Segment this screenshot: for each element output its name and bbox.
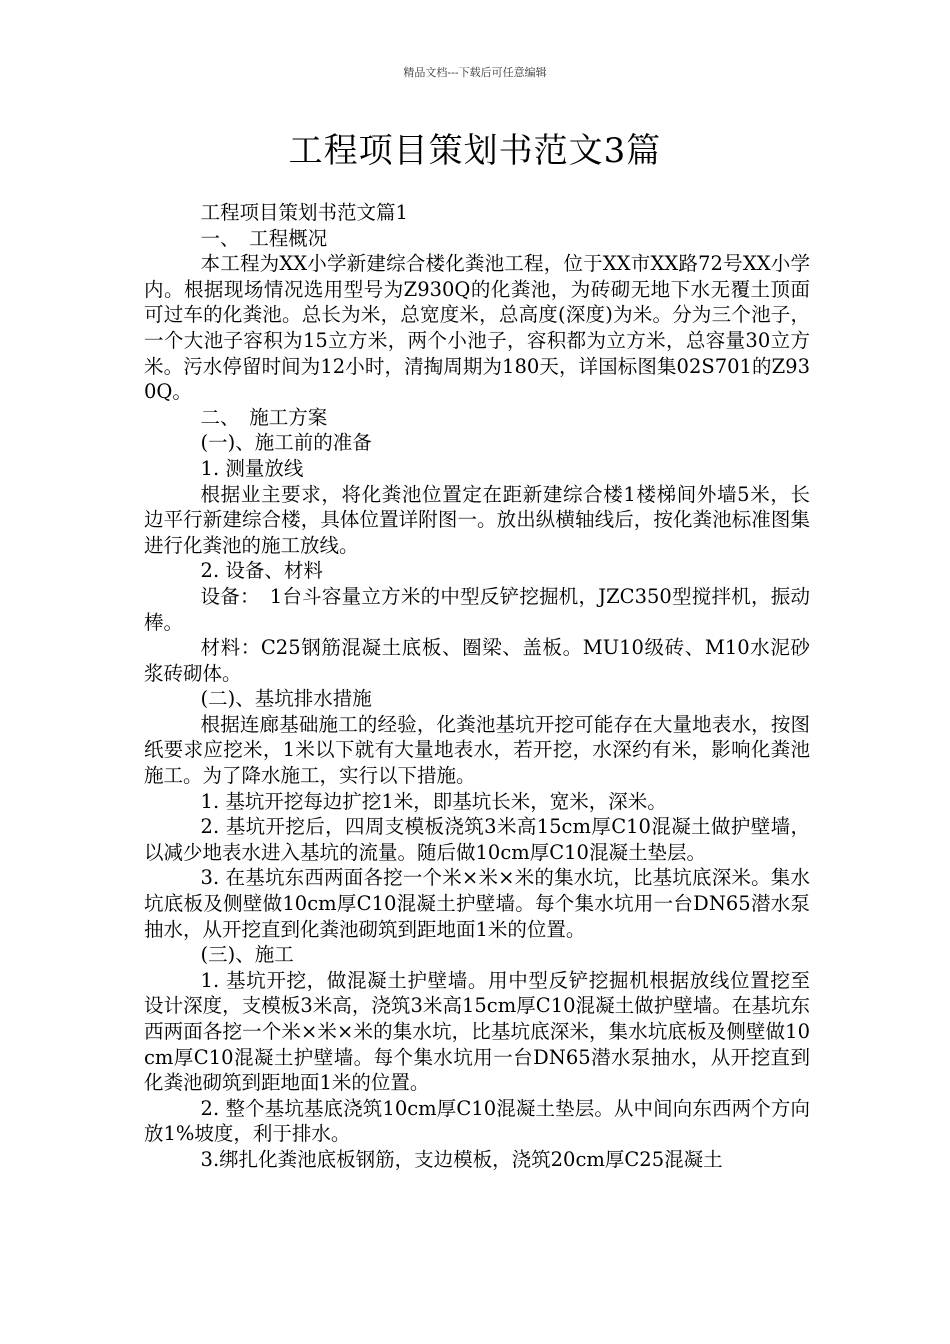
document-body [144,200,810,1173]
section-heading-1: 工程项目策划书范文篇1 [200,201,408,224]
heading-construction: (三)、施工 [200,943,294,967]
paragraph-drainage-2: 2. 基坑开挖后，四周支模板浇筑3米高15cm厚C10混凝土做护壁墙，以减少地表水进入基坑的流量。随后做10cm厚C10混凝土垫层。 [144,815,810,864]
paragraph-construction-1: 1. 基坑开挖，做混凝土护壁墙。用中型反铲挖掘机根据放线位置挖至设计深度，支模板3米高，浇筑3米高15cm厚C10混凝土做护壁墙。在基坑东西两面各挖一个米×米×米的集水坑，比基坑底深米，集水坑底板及侧壁做10cm厚C10混凝土护壁墙。每个集水坑用一台DN65潜水泵抽水，从开挖直到化粪池砌筑到距地面1米的位置。 [144,968,810,1095]
paragraph-construction-3: 3.绑扎化粪池底板钢筋，支边模板，浇筑20cm厚C25混凝土 [200,1147,723,1171]
paragraph-drainage: 根据连廊基础施工的经验，化粪池基坑开挖可能存在大量地表水，按图纸要求应挖米，1米以下就有大量地表水，若开挖，水深约有米，影响化粪池施工。为了降水施工，实行以下措施。 [144,712,810,788]
page-header: 精品文档---下载后可任意编辑 [403,66,547,79]
heading-survey: 1. 测量放线 [200,456,304,480]
paragraph-drainage-1: 1. 基坑开挖每边扩挖1米，即基坑长米，宽米，深米。 [200,789,667,813]
paragraph-equipment: 设备： 1台斗容量立方米的中型反铲挖掘机，JZC350型搅拌机，振动棒。 [144,584,810,634]
paragraph-survey: 根据业主要求，将化粪池位置定在距新建综合楼1楼梯间外墙5米，长边平行新建综合楼，具体位置详附图一。放出纵横轴线后，按化粪池标准图集进行化粪池的施工放线。 [144,482,810,557]
heading-equipment: 2. 设备、材料 [200,559,323,583]
paragraph-materials: 材料：C25钢筋混凝土底板、圈梁、盖板。MU10级砖、M10水泥砂浆砖砌体。 [144,636,810,685]
paragraph-drainage-3: 3. 在基坑东西两面各挖一个米×米×米的集水坑，比基坑底深米。集水坑底板及侧壁做10cm厚C10混凝土护壁墙。每个集水坑用一台DN65潜水泵抽水，从开挖直到化粪池砌筑到距地面1米的位置。 [144,866,810,941]
heading-drainage: (二)、基坑排水措施 [200,687,372,711]
document-title: 工程项目策划书范文3篇 [288,131,662,171]
heading-preparation: (一)、施工前的准备 [200,431,372,455]
heading-construction-plan: 二、 施工方案 [200,405,328,429]
paragraph-overview: 本工程为XX小学新建综合楼化粪池工程，位于XX市XX路72号XX小学内。根据现场情况选用型号为Z930Q的化粪池，为砖砌无地下水无覆土顶面可过车的化粪池。总长为米，总宽度米，总高度(深度)为米。分为三个池子，一个大池子容积为15立方米，两个小池子，容积都为立方米，总容量30立方米。污水停留时间为12小时，清掏周期为180天，详国标图集02S701的Z930Q。 [144,252,810,404]
heading-overview: 一、 工程概况 [200,226,328,250]
paragraph-construction-2: 2. 整个基坑基底浇筑10cm厚C10混凝土垫层。从中间向东西两个方向放1%坡度，利于排水。 [144,1096,810,1146]
